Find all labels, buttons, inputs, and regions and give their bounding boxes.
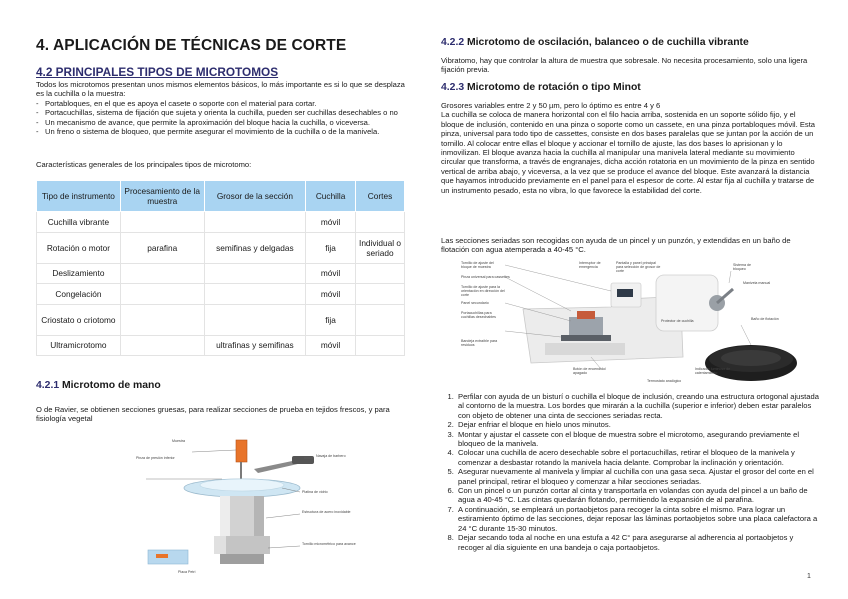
table-cell: Criostato o criotomo [37, 304, 121, 335]
list-item: - Portacuchillas, sistema de fijación que sujeta y orienta la cuchilla, pueden ser cuchillas desechables o no [36, 108, 408, 117]
section-heading-hand-microtome [36, 380, 161, 391]
table-cell [356, 335, 405, 356]
figure-label: Portacuchillas para cuchillas desechables [461, 311, 496, 319]
vibratome-text: Vibratomo, hay que controlar la altura de muestra que sobresale. No necesita procesamiento, solo una ligera fijación previa. [441, 56, 808, 75]
table-row [37, 304, 405, 335]
figure-label: Interruptor de emergencia [579, 261, 601, 269]
table-cell [120, 263, 204, 284]
table-header-row [37, 181, 405, 212]
rotary-thickness-text: Grosores variables entre 2 y 50 µm, pero lo óptimo es entre 4 y 6 [441, 101, 661, 110]
figure-label: Muestra [172, 439, 185, 443]
list-item: 6. Con un pincel o un punzón cortar al cinta y transportarla en volandas con ayuda del pincel a un baño de agua a 40-45 °C. Las cintas quedarán flotando, permitiendo la expansión de al parafina. [456, 486, 819, 505]
table-cell: Cuchilla vibrante [37, 212, 121, 233]
hand-microtome-text: O de Ravier, se obtienen secciones gruesas, para realizar secciones de prueba en tejidos frescos, y para fisiología vegetal [36, 405, 390, 424]
table-header: Procesamiento de la muestra [120, 181, 204, 212]
table-cell [356, 304, 405, 335]
section-number: 4.2.2 [441, 37, 465, 48]
table-cell [356, 284, 405, 305]
figure-label: Pinza universal para cassettes [461, 275, 510, 279]
table-cell: ultrafinas y semifinas [204, 335, 306, 356]
figure-label: Navaja de barbero [316, 454, 346, 458]
table-cell [204, 263, 306, 284]
hand-microtome-figure [132, 436, 372, 582]
table-cell [120, 212, 204, 233]
figure-label: Estructura de acero inoxidable [302, 510, 351, 514]
list-item: 5. Asegurar nuevamente al manivela y limpiar al cuchilla con una gasa seca. Ajustar el grosor del corte en el panel principal, retirar el bloqueo y comenzar a hilar secciones seriadas. [456, 467, 819, 486]
table-cell: móvil [306, 284, 356, 305]
list-item: - Un mecanismo de avance, que permite la aproximación del bloque hacia la cuchilla, o viceversa. [36, 118, 408, 127]
table-cell: móvil [306, 263, 356, 284]
components-list [36, 99, 408, 137]
figure-label: Termostato analógico [647, 379, 682, 383]
table-cell: fija [306, 304, 356, 335]
page-title: 4. APLICACIÓN DE TÉCNICAS DE CORTE [36, 37, 347, 54]
figure-label: Sistema de bloqueo [733, 263, 751, 271]
rotary-microtome-illustration [461, 259, 813, 387]
list-item: - Un freno o sistema de bloqueo, que permite asegurar el movimiento de la cuchilla o de la manivela. [36, 127, 408, 136]
list-item: 2. Dejar enfriar el bloque en hielo unos minutos. [456, 420, 819, 429]
table-header: Grosor de la sección [204, 181, 306, 212]
list-item: 7. A continuación, se empleará un portaobjetos para recoger la cinta sobre el mismo. Para lograr un estiramiento óptimo de las secciones, dejar reposar las láminas portaobjetos sobre una placa calefactora a 24 °C durante 15-30 minutos. [456, 505, 819, 533]
section-number: 4.2.3 [441, 82, 465, 93]
table-cell: Deslizamiento [37, 263, 121, 284]
table-cell [120, 335, 204, 356]
table-cell: parafina [120, 232, 204, 263]
section-title: Microtomo de rotación o tipo Minot [467, 82, 641, 93]
list-item: 8. Dejar secando toda al noche en una estufa a 42 C° para asegurarse al adherencia al portaobjetos y recoger al día siguiente en una bandeja o caja portaobjetos. [456, 533, 819, 552]
figure-label: Tornillo de ajuste para la orientación en dirección del corte [461, 285, 505, 297]
table-row [37, 263, 405, 284]
section-heading-vibratome [441, 37, 749, 48]
table-cell: Congelación [37, 284, 121, 305]
table-cell [356, 263, 405, 284]
rotary-microtome-figure [461, 259, 813, 387]
table-cell [204, 304, 306, 335]
table-cell [204, 284, 306, 305]
figure-label: Pinza de presión inferior [136, 456, 175, 460]
rotary-serial-text: Las secciones seriadas son recogidas con ayuda de un pincel y un punzón, y extendidas en un baño de flotación con agua atemperada a 40-45 °C. [441, 236, 791, 255]
table-header: Tipo de instrumento [37, 181, 121, 212]
table-cell: Rotación o motor [37, 232, 121, 263]
table-cell: Ultramicrotomo [37, 335, 121, 356]
table-row [37, 232, 405, 263]
figure-label: Indicador luminoso de calentamiento [695, 367, 731, 375]
table-header: Cortes [356, 181, 405, 212]
figure-label: Panel secundario [461, 301, 489, 305]
microtome-table [36, 180, 405, 356]
section-heading-rotary [441, 82, 641, 93]
intro-text: Todos los microtomos presentan unos mismos elementos básicos, lo más importante es si lo que se desplaza es la cuchilla o la muestra: [36, 80, 405, 99]
figure-label: Tornillo micrométrico para avance [302, 542, 356, 546]
figure-label: Placa Petri [178, 570, 196, 574]
table-caption: Características generales de los principales tipos de microtomo: [36, 160, 252, 169]
section-subtitle: 4.2 PRINCIPALES TIPOS DE MICROTOMOS [36, 65, 279, 79]
figure-label: Manivela manual [743, 281, 771, 285]
table-row [37, 335, 405, 356]
figure-label: Protector de cuchilla [661, 319, 694, 323]
figure-label: Bandeja extraíble para residuos [461, 339, 498, 347]
table-cell: Individual o seriado [356, 232, 405, 263]
table-cell [204, 212, 306, 233]
rotary-description-text: La cuchilla se coloca de manera horizontal con el filo hacia arriba, sostenida en un soporte sólido fijo, y el bloque de inclusión, contenido en una pinza o soporte como un cassete, en una pinza portabloques móvil. Esta pinza, universal para todo tipo de cassettes, consiste en dos bases paralelas que se juntan por la acción de un tornillo. Al colocar entre ellas el bloque y accionar el tornillo de ajuste, las dos bases lo aprisionan y lo inmovilizan. El bloque avanza hacia la cuchilla al manipular una manivela lateral mediante su movimiento circular que transforma, a través de engranajes, dicha acción rotatoria en un movimiento de la pinza en sentido vertical de arriba abajo, y viceversa, a la vez que se produce el avance del bloque. Este avanzará la distancia que hayamos introducido previamente en el panel para el espesor de corte. Al estar fija al cuchilla y tratarse de un instrumento pesado, esta no vibra, lo que favorece la estabilidad del corte. [441, 110, 816, 195]
table-row [37, 212, 405, 233]
list-item: 1. Perfilar con ayuda de un bisturí o cuchilla el bloque de inclusión, creando una estructura ortogonal ajustada al contorno de la muestra. Los bordes que mirarán a la cuchilla (superior e inferior) deben estar paralelos con objeto de obtener una cinta de secciones seriadas recta. [456, 392, 819, 420]
table-cell: móvil [306, 212, 356, 233]
table-header: Cuchilla [306, 181, 356, 212]
list-item: 4. Colocar una cuchilla de acero desechable sobre el portacuchillas, retirar el bloqueo de la manivela y comenzar a desbastar rotando la manivela hacia delante. Comprobar la inclinación y orientación. [456, 448, 819, 467]
list-item: 3. Montar y ajustar el cassete con el bloque de muestra sobre el microtomo, asegurando previamente el bloqueo de la manivela. [456, 430, 819, 449]
table-cell: fija [306, 232, 356, 263]
section-number: 4.2.1 [36, 380, 60, 391]
figure-label: Pantalla y panel principal para selección de grosor de corte [616, 261, 661, 273]
table-cell [120, 304, 204, 335]
procedure-steps [441, 392, 819, 552]
page-number: 1 [807, 573, 811, 580]
table-row [37, 284, 405, 305]
list-item: - Portabloques, en el que es apoya el casete o soporte con el material para cortar. [36, 99, 408, 108]
table-cell [356, 212, 405, 233]
table-cell: semifinas y delgadas [204, 232, 306, 263]
figure-label: Botón de encendido/ apagado [573, 367, 606, 375]
table-cell [120, 284, 204, 305]
section-title: Microtomo de oscilación, balanceo o de cuchilla vibrante [467, 37, 749, 48]
figure-label: Platina de vidrio [302, 490, 328, 494]
section-title: Microtomo de mano [62, 380, 161, 391]
table-cell: móvil [306, 335, 356, 356]
figure-label: Baño de flotación [751, 317, 779, 321]
figure-label: Tornillo de ajuste del bloque de muestra [461, 261, 494, 269]
